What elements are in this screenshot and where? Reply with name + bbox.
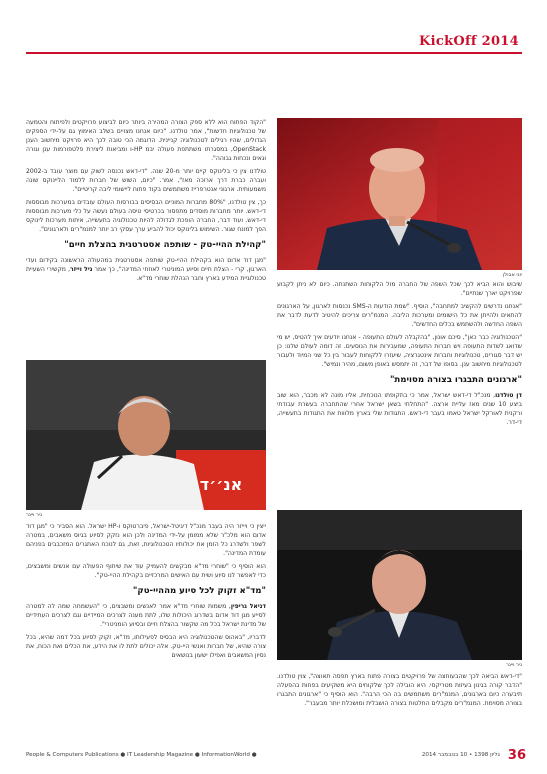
paragraph: "אנחנו נדרשים להקשיב למתחבה", הוסיף. "שמת הודעות ה-SMS נכנסות לארגון, על הארגונים להתאים ולהייתן את כל הישומים ומערכות הליבה. המנמ"רים צריכים להיטיב לדעת לדבר את השפה החדשה ולהשתמש בכלים החדשים". <box>277 303 522 328</box>
photo-credit-top: יוני אבולן <box>503 272 522 278</box>
speaker-name: גיל וייזר <box>70 266 93 273</box>
right-column-lower <box>277 672 522 712</box>
photo-credit-middle: ניר ויינר <box>26 512 42 518</box>
speaker-photo-top <box>277 118 522 270</box>
footer-issue-block <box>422 748 526 763</box>
paragraph <box>26 256 266 283</box>
paragraph: "די-דאש הביאה לכך שהבעוחצה של פרויקטים בצורה פתוח בארץ תפסה תאוצה", צוין טולדנו. "הדבר קורה בגינון בעיזות מטריקסי. היא הובילה לכך שלקוחים היא משקיעים בפחות בהפעלה תיבערה כיום בארגונים, המנמ"רים משתמשים בה הכי הרבה". הוא הוסיף כי "ארגונים התבגרו בצורה מסוימת. המנמ"רים מקבלים החלטות בצורה הושבלית ומושכלת יותר מבעבר". <box>277 673 522 707</box>
speaker-photo-bottom <box>277 510 522 660</box>
left-column-lower <box>26 522 266 664</box>
paragraph: "הטכנולוגיה כבר כאן", סיכם אונון, "בהקבלה לעולם התעופה - אנחנו יודעים איך להטיס, יש מי שדואג לשדות התעופה ויש חברות התעופה, שמעבירות את הנוסעים. זה דומה לעולם שלנו: כן יש דבר סגורים, טכנולוגיות וחברות אינטגרציה, שיעזרו ללקוחות לעבור בין כל שני המיוד ולעבור לטכנולוגיות מיחשוב ענן. בסופו של דבר, זה יתמסש באופן משום, מהיר ונמיש". <box>277 334 522 368</box>
subheading: "מד"א זקוק לכל סיוע מההיי-טק" <box>132 586 266 596</box>
paragraph: "הקוד הפתוח הוא ללא ספק הצורה המהירה ביותר כיום לביצוע פרויקטים ולפיתוח והטמעה של טכנולוגיות חדשות", אמר טולדנו. "כיום אנחנו מצויים בשלב האימוץ גם על-ידי הספקים הגדולים, שהיו רגילים לטכנולוגיה קניינית. הדוגמה הכי טובה לכך היא פרויקט מיחשוב הענן OpenStack, במסגרתו משתתפת פעולה יבמ HP-ו ומביאות ליצירת פלטפורמות ענן וגורה וגאים ונכחות גבוהה". <box>26 119 266 162</box>
paragraph-text: "מגן דוד אדום הוא בקהילת ההיי-טק שותפה אסטרטגית במהעולה הראשונה בקידום ועדי הארגון, קרי - הצלת חיים וסיוע המוניטרי לאוזחי המדינה", כך אמר <box>26 257 266 273</box>
speaker-name: דן טולדנו <box>495 392 522 399</box>
speaker-name: דניאל גריפין <box>230 603 266 610</box>
right-column-upper <box>277 280 522 431</box>
page-footer <box>26 748 526 762</box>
speaker-photo-middle <box>26 360 266 510</box>
paragraph: כך, צין טולדנו, "80% מחברות המוניים הבסיסים בבורסות העולם עובדים במערכות מבוססות די-דאש. יותר מחברות מוסדים מתפסור בכרטיסי טיסה בעולם נעשה על כלי מערכות מבוססות די-דאש. ועוד דבר, החברה הופכת לגדולה להיות טכנולוגיה בתעשייה, איתות מערכות לינוקס הפך למונח שגור. השימוש בלינוקס יכול להביע ערך עסקי רב יותר למנמ"רים ולארגונים". <box>26 199 267 233</box>
paragraph: הוא הוסיף כי "שוחרי מד"א מבקשים להעמיק עוד את שיתוף הפעולה עם אנשים ומשבצים, כדי לאפשר לנו סיוע ושית עם האישים המרכזיים בקהילת ההיי-טק". <box>26 563 266 579</box>
paragraph-text: , מקשירי השעיית טכנולוגיית המידע בארץ וחבר הנהלת שוחרי מד"א. <box>26 266 266 282</box>
subheading: "ארגונים התבגרו בצורה מסוימת" <box>389 375 522 385</box>
issue-info: גליון 1398 • 10 בנובמבר 2014 <box>421 752 500 758</box>
subheading: "קהילת ההיי-טק - שותפה אסטרטגית בהצלת חיים" <box>64 240 266 250</box>
top-margin <box>0 0 547 30</box>
paragraph-text: , משמות שוחרי מד"א אמר לאנשים ומשבצים, כי "העשמחה שמה לה למטרה לסייע מגן דוד אדום בשדרוג היכולות שלו, לתת מענה לצרכים המיידיים וגם לצרכים העתידיים של מדינת ישראל בכל מה שקשור בהצלת חיים ובסיוע הומניטרי". <box>26 603 266 628</box>
paragraph-text: , מנכ"ל די-דאש ישראל, אמר כי בתקופתו הנוכחית, אליו מונה לא מכבר, הוא שוב ביצע 10 שנים מאז עליית ארצה. "התחלתי בשאן ישראל אחרי שהתחברה בעשרת עבודתי ורקנית לאורקל ישראל טאמו בעבר די-דאש. התגודות שלי בארץ מלווות את התגודות בתעשייה, די-דר. <box>277 392 522 426</box>
paragraph: לדבריו, "באהוס שהטכנולוגיה היא הבסיס לפעילותו, מד"א, זקוק לסיוע בכל דמה שהיא, בכל צורה שהיא, של חברות ואנשי היי-טק. אלה יכולים לתת לו את הידע, את הכלים ואת הכוח, את נסיון המשאבים ואפילו ישעון בנושאים <box>26 634 266 659</box>
paragraph <box>277 391 522 427</box>
photo-credit-bottom: ניר ויינר <box>506 662 522 668</box>
paragraph: שיבוש והוא הביא לכך שכל השפה של החברה מול הלקוחות השתנתה. כיום לא ניתן לקבוע שפרויקט יארך שנתיים". <box>277 281 522 297</box>
paragraph: טולדנו צין כי בלינוקס קיים יותר מ-20 שנה. "די-דאש נכנסה לשוק עם מוצר עובד ב-2002 ועברה כברת דרך ארוכה מאז", אמר. "כיום, השוש של חברות ללמוד הליינוקס שונה משמעותית. ארגוני אנטרפרייז משתמשים בקוד פתוח ליישומי ליבה קריטיים". <box>26 168 266 193</box>
header-rule <box>26 52 522 54</box>
paragraph: ייצין כי ויייזר היה בעבר מנכ"ל דיגיטל-ישראל, פיברטוקס ו-HP ישראל. הוא הסביר כי "מגן דוד אדום הוא מלכ"ר שלא ממומן על-ידי המדינה ולכן הוא נזקק לסיוע בגיוס משאבים, במטרה לשפר ולשדרג כל הזמן את יכולותיו הטכנולוגיות, זאת, גם לנוכח האתגרים המזכבבים בפניהם עומדת המדינה". <box>26 523 266 557</box>
page-number: 36 <box>507 747 526 763</box>
stage-sign-text: אנ׳׳ד <box>199 475 243 494</box>
publisher-credits: People & Computers Publications ● IT Leadership Magazine ● InformationWorld ● <box>26 752 257 758</box>
page-title: KickOff 2014 <box>419 34 519 49</box>
paragraph <box>26 602 266 629</box>
left-column-upper <box>26 118 266 287</box>
